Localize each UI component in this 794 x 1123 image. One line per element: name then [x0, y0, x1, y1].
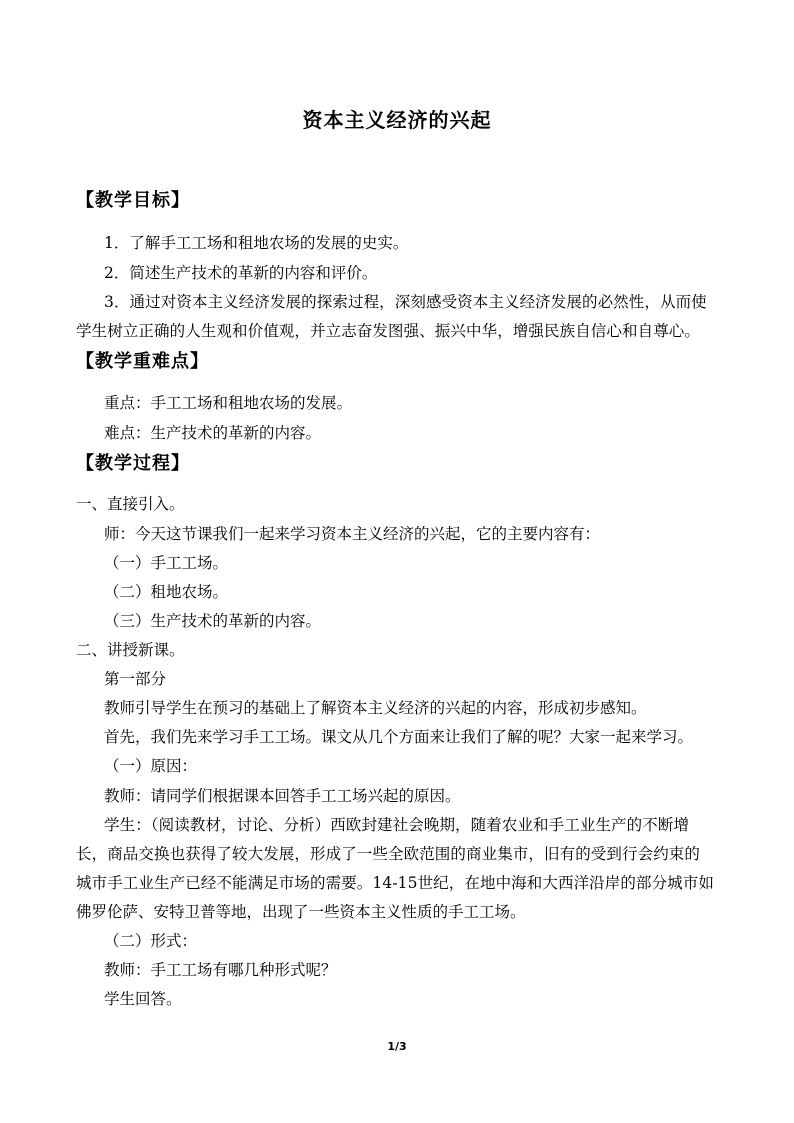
process-part-1-item-3: （三）生产技术的革新的内容。	[104, 612, 322, 630]
goal-item-1: 1．了解手工工场和租地农场的发展的史实。	[104, 234, 409, 252]
cause-title: （一）原因：	[104, 757, 198, 775]
goal-item-3-line-1: 3．通过对资本主义经济发展的探索过程，深刻感受资本主义经济发展的必然性，从而使	[104, 293, 707, 311]
keypoint-key: 重点：手工工场和租地农场的发展。	[104, 394, 353, 412]
cause-student-line-1: 学生：（阅读教材，讨论、分析）西欧封建社会晚期，随着农业和手工业生产的不断增	[104, 816, 690, 834]
cause-student-line-2: 长，商品交换也获得了较大发展，形成了一些全欧范围的商业集市，旧有的受到行会约束的	[76, 845, 701, 863]
goal-item-2: 2．简述生产技术的革新的内容和评价。	[104, 264, 378, 282]
cause-student-line-4: 佛罗伦萨、安特卫普等地，出现了一些资本主义性质的手工工场。	[76, 903, 526, 921]
process-part-1-teacher: 师：今天这节课我们一起来学习资本主义经济的兴起，它的主要内容有：	[104, 525, 601, 543]
process-part-2-subtitle: 第一部分	[104, 670, 167, 688]
process-part-1-title: 一、直接引入。	[76, 495, 185, 513]
form-title: （二）形式：	[104, 932, 198, 950]
page-number: 1/3	[387, 1040, 407, 1053]
form-student: 学生回答。	[104, 990, 182, 1008]
form-teacher: 教师：手工工场有哪几种形式呢？	[104, 961, 337, 979]
page-title: 资本主义经济的兴起	[302, 108, 492, 132]
section-heading-process: 【教学过程】	[76, 453, 190, 474]
section-heading-keypoints: 【教学重难点】	[76, 351, 209, 372]
cause-student-line-3: 城市手工业生产已经不能满足市场的需要。14-15世纪，在地中海和大西洋沿岸的部分城市如	[76, 874, 714, 892]
goal-item-3-line-2: 学生树立正确的人生观和价值观，并立志奋发图强、振兴中华，增强民族自信心和自尊心。	[76, 322, 701, 340]
cause-teacher: 教师：请同学们根据课本回答手工工场兴起的原因。	[104, 787, 461, 805]
section-heading-goals: 【教学目标】	[76, 190, 190, 211]
process-part-2-first: 首先，我们先来学习手工工场。课文从几个方面来让我们了解的呢？大家一起来学习。	[104, 728, 694, 746]
process-part-1-item-1: （一）手工工场。	[104, 554, 229, 572]
keypoint-difficulty: 难点：生产技术的革新的内容。	[104, 424, 322, 442]
process-part-1-item-2: （二）租地农场。	[104, 583, 229, 601]
process-part-2-title: 二、讲授新课。	[76, 641, 185, 659]
process-part-2-guide: 教师引导学生在预习的基础上了解资本主义经济的兴起的内容，形成初步感知。	[104, 699, 647, 717]
